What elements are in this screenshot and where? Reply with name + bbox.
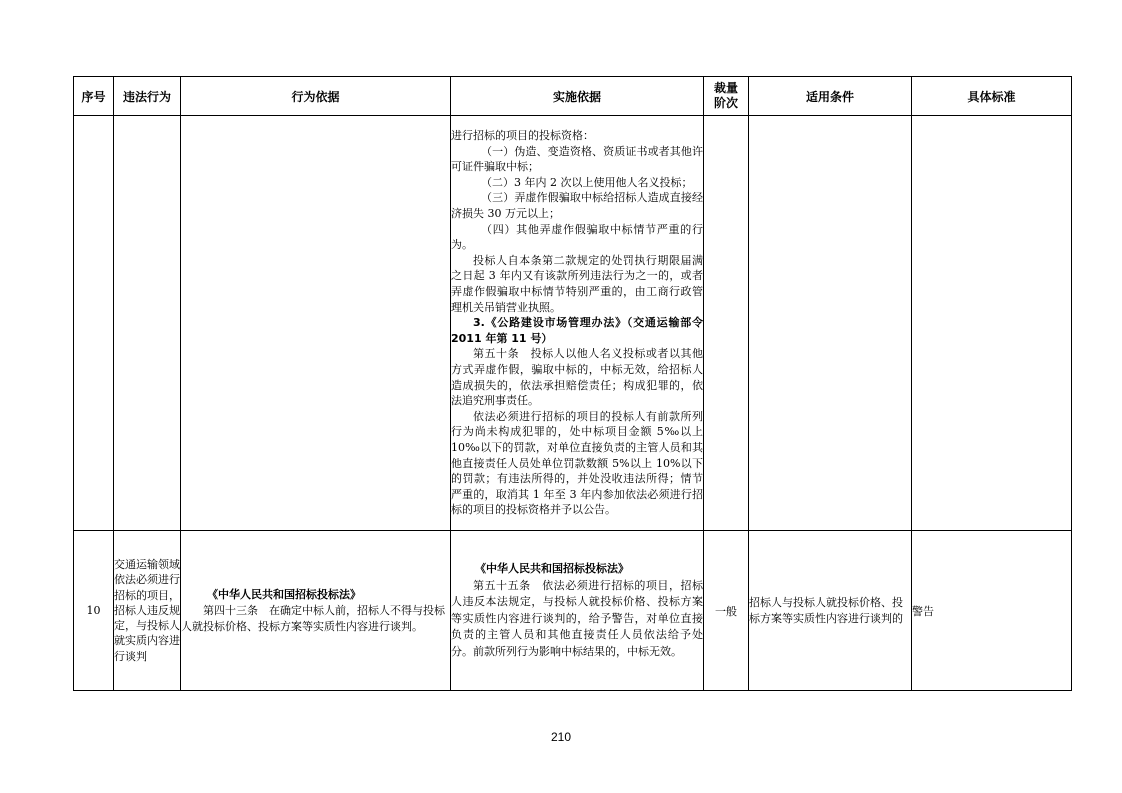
header-level-line1: 裁量 [713,81,738,95]
row2-conditions-cell: 招标人与投标人就投标价格、投标方案等实质性内容进行谈判的 [749,531,912,691]
impl-paragraph: 投标人自本条第二款规定的处罚执行期限届满之日起 3 年内又有该款所列违法行为之一的，或者弄虚作假骗取中标情节特别严重的，由工商行政管理机关吊销营业执照。 [451,253,703,314]
header-seq: 序号 [74,77,114,116]
header-implementation: 实施依据 [451,77,704,116]
row1-violation-cell [114,116,181,531]
impl-paragraph: （一）伪造、变造资格、资质证书或者其他许可证件骗取中标； [451,144,703,174]
table-row [74,531,1072,691]
impl-paragraph: （二）3 年内 2 次以上使用他人名义投标； [481,175,693,189]
page-number: 210 [550,730,572,744]
impl-paragraph: 进行招标的项目的投标资格： [451,129,594,143]
row1-standard-cell [912,116,1072,531]
impl-regulation-title: 3.《公路建设市场管理办法》（交通运输部令 2011 年第 11 号） [451,316,703,345]
row2-seq-cell: 10 [74,531,114,691]
row1-basis-cell [181,116,451,531]
impl-paragraph: 第五十条 投标人以他人名义投标或者以其他方式弄虚作假，骗取中标的，中标无效，给招标人造成损失的，依法承担赔偿责任；构成犯罪的，依法追究刑事责任。 [451,347,703,408]
row2-level-cell: 一般 [704,531,749,691]
basis-law-title: 《中华人民共和国招标投标法》 [207,587,361,601]
enforcement-table [73,76,1072,691]
header-standard: 具体标准 [912,77,1072,116]
impl-paragraph: （三）弄虚作假骗取中标给招标人造成直接经济损失 30 万元以上； [451,191,703,221]
impl-paragraph: （四）其他弄虚作假骗取中标情节严重的行为。 [451,222,703,252]
header-row [74,77,1072,116]
header-level-line2: 阶次 [713,96,738,110]
basis-article-text: 第四十三条 在确定中标人前，招标人不得与投标人就投标价格、投标方案等实质性内容进行谈判。 [181,603,445,633]
row1-conditions-cell [749,116,912,531]
row2-implementation-cell [451,531,704,691]
table-row [74,116,1072,531]
impl-law-title: 《中华人民共和国招标投标法》 [475,562,629,575]
row2-standard-cell: 警告 [912,531,1072,691]
header-basis: 行为依据 [181,77,451,116]
row1-seq-cell [74,116,114,531]
header-violation: 违法行为 [114,77,181,116]
row2-violation-cell: 交通运输领域依法必须进行招标的项目，招标人违反规定，与投标人就实质内容进行谈判 [114,531,181,691]
header-level [704,77,749,116]
impl-paragraph: 依法必须进行招标的项目的投标人有前款所列行为尚未构成犯罪的，处中标项目金额 5‰以上 10‰以下的罚款，对单位直接负责的主管人员和其他直接责任人员处单位罚款数额 5%以上 10%以下的罚款；有违法所得的，并处没收违法所得；情节严重的，取消其 1 年至 3 年内参加依法必须进行招标的项目的投标资格并予以公告。 [451,409,703,517]
row1-level-cell [704,116,749,531]
row2-basis-cell [181,531,451,691]
row1-implementation-cell [451,116,704,531]
header-conditions: 适用条件 [749,77,912,116]
impl-article-text: 第五十五条 依法必须进行招标的项目，招标人违反本法规定，与投标人就投标价格、投标方案等实质性内容进行谈判的，给予警告，对单位直接负责的主管人员和其他直接责任人员依法给予处分。前款所列行为影响中标结果的，中标无效。 [451,578,703,658]
